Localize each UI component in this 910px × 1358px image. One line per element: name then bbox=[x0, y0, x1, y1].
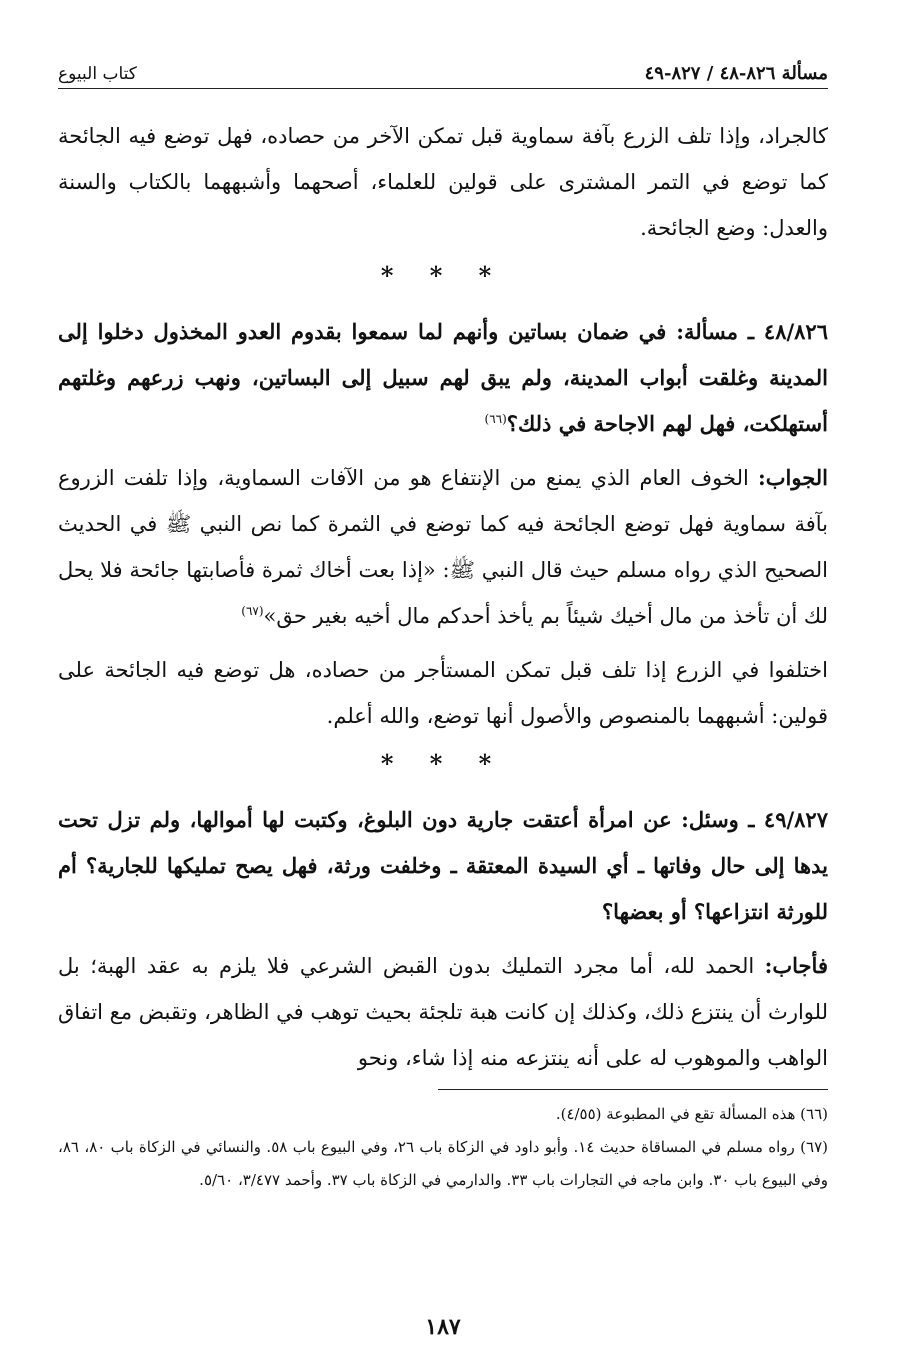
answer-827 bbox=[58, 943, 828, 1081]
footnote-ref-66[interactable]: (٦٦) bbox=[484, 412, 507, 426]
answer-826-lead: الجواب: bbox=[757, 465, 828, 490]
question-827-number: ٤٩/٨٢٧ ـ وسئل: bbox=[681, 807, 828, 832]
book-page bbox=[58, 50, 828, 1340]
header-book-title: كتاب البيوع bbox=[58, 64, 137, 84]
header-issue-numbers: مسألة ٨٢٦-٤٨ / ٨٢٧-٤٩ bbox=[644, 63, 828, 84]
continuation-paragraph: كالجراد، وإذا تلف الزرع بآفة سماوية قبل تمكن الآخر من حصاده، فهل توضع فيه الجائحة كما توضع في التمر المشترى على قولين للعلماء، أصحهما وأشبههما بالكتاب والسنة والعدل: وضع الجائحة. bbox=[58, 124, 828, 240]
footnote-ref-67[interactable]: (٦٧) bbox=[241, 604, 264, 618]
section-separator: * * * bbox=[380, 749, 506, 778]
footnote-66: (٦٦) هذه المسألة تقع في المطبوعة (٤/٥٥). bbox=[555, 1105, 828, 1123]
section-separator: * * * bbox=[380, 261, 506, 290]
page-number: ١٨٧ bbox=[425, 1314, 461, 1340]
question-826 bbox=[58, 309, 828, 447]
answer-827-text: الحمد لله، أما مجرد التمليك بدون القبض الشرعي فلا يلزم به عقد الهبة؛ بل للوارث أن ينتزع ذلك، وكذلك إن كانت هبة تلجئة بحيث توهب في الظاهر، وتقبض مع اتفاق الواهب والموهوب له على أنه ينتزعه منه إذا شاء، ونحو bbox=[58, 954, 828, 1070]
question-826-text: في ضمان بساتين وأنهم لما سمعوا بقدوم العدو المخذول دخلوا إلى المدينة وغلقت أبواب المدينة، ولم يبق لهم سبيل إلى البساتين، ونهب زرعهم وغلتهم أستهلكت، فهل لهم الاجاحة في ذلك؟ bbox=[58, 319, 828, 436]
answer-826-text: الخوف العام الذي يمنع من الإنتفاع هو من الآفات السماوية، وإذا تلفت الزروع بآفة سماوية فهل توضع الجائحة فيه كما توضع في الثمرة كما نص النبي ﷺ في الحديث الصحيح الذي رواه مسلم حيث قال النبي ﷺ: «إذا بعت أخاك ثمرة فأصابتها جائحة فلا يحل لك أن تأخذ من مال أخيك شيئاً بم يأخذ أحدكم مال أخيه بغير حق» bbox=[58, 466, 828, 628]
disagreement-paragraph: اختلفوا في الزرع إذا تلف قبل تمكن المستأجر من حصاده، هل توضع فيه الجائحة على قولين: أشبههما بالمنصوص والأصول أنها توضع، والله أعلم. bbox=[58, 658, 828, 728]
footnote-67: (٦٧) رواه مسلم في المساقاة حديث ١٤. وأبو داود في الزكاة باب ٢٦، وفي البيوع باب ٥٨. والنسائي في الزكاة باب ٨٠، ٨٦، وفي البيوع باب ٣٠. وابن ماجه في التجارات باب ٣٣. والدارمي في الزكاة باب ٣٧. وأحمد ٣/٤٧٧، ٥/٦٠. bbox=[58, 1138, 829, 1189]
running-header bbox=[58, 50, 828, 89]
question-827 bbox=[58, 797, 828, 935]
question-826-number: ٤٨/٨٢٦ ـ مسألة: bbox=[676, 319, 828, 344]
footnotes bbox=[58, 1089, 828, 1197]
page-body bbox=[58, 113, 828, 1197]
footnote-divider bbox=[438, 1089, 828, 1090]
answer-826 bbox=[58, 455, 828, 639]
question-827-text: عن امرأة أعتقت جارية دون البلوغ، وكتبت لها أموالها، ولم تزل تحت يدها إلى حال وفاتها ـ أي السيدة المعتقة ـ وخلفت ورثة، فهل يصح تمليكها للجارية؟ أم للورثة انتزاعها؟ أو بعضها؟ bbox=[58, 807, 828, 924]
answer-827-lead: فأجاب: bbox=[764, 953, 828, 978]
